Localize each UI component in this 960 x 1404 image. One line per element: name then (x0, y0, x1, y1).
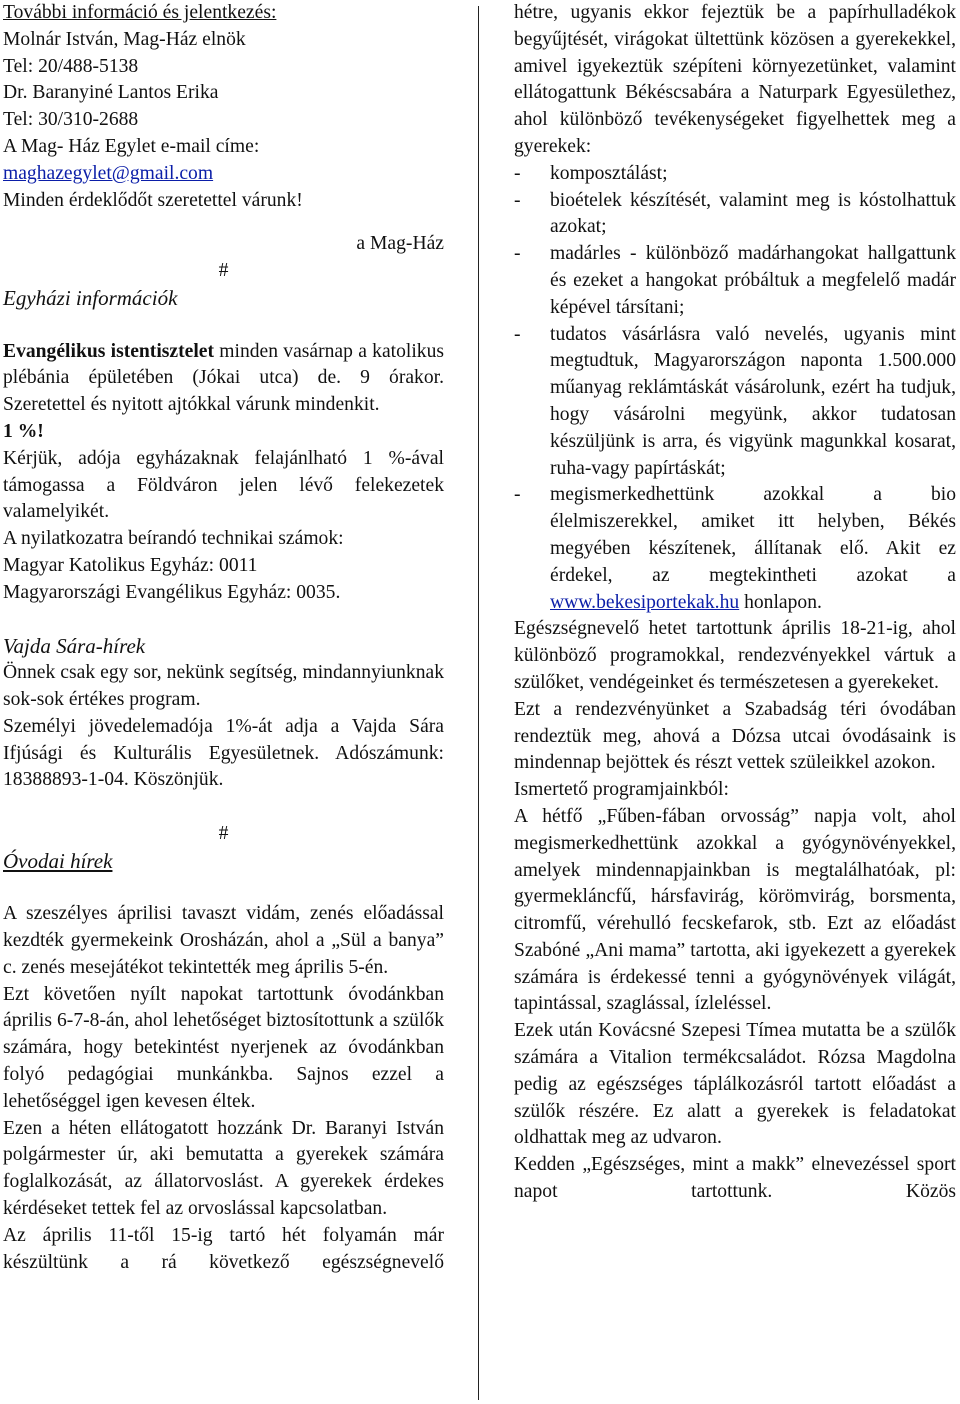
contact-heading: További információ és jelentkezés: (3, 2, 277, 23)
right-column (514, 0, 956, 1206)
percent-title: 1 %! (3, 420, 44, 442)
tax-line: Magyarországi Evangélikus Egyház: 0035. (3, 581, 341, 603)
percent-text: Kérjük, adója egyházaknak felajánlható 1 %-ával támogassa a Földváron jelen lévő felekezetek valamelyikét. (3, 447, 444, 523)
event-paragraph: Ezt a rendezvényünket a Szabadság téri óvodában rendeztük meg, ahová a Dózsa utcai óvodásaink is mindennap bejöttek és részt vettek szüleikkel azokon. (514, 698, 956, 774)
vajda-paragraph: Személyi jövedelemadója 1%-át adja a Vajda Sára Ifjúsági és Kulturális Egyesületnek. Adószámunk: 18388893-1-04. Köszönjük. (3, 715, 444, 791)
intro-paragraph: hétre, ugyanis ekkor fejeztük be a papírhulladékok begyűjtését, virágokat ültettünk közösen a gyerekekkel, amivel igyekeztük szépíteni környezetünket, valamint ellátogattunk Békéscsabára a Naturpark Egyesülethez, ahol különböző tevékenységeket figyelhettek meg a gyerekek: (514, 2, 956, 157)
kindergarten-paragraph: Az április 11-től 15-ig tartó hét folyamán már készültünk a rá következő egészségnevelő (3, 1224, 444, 1273)
column-divider (478, 6, 479, 1400)
vajda-paragraph: Önnek csak egy sor, nekünk segítség, mindannyiunknak sok-sok értékes program. (3, 662, 444, 710)
service-name: Evangélikus istentisztelet (3, 340, 214, 362)
portekak-link[interactable]: www.bekesiportekak.hu (550, 591, 740, 613)
vitalion-paragraph: Ezek után Kovácsné Szepesi Tímea mutatta be a szülők számára a Vitalion termékcsaládot. Rózsa Magdolna pedig az egészséges táplálkozásról tartott előadást a szülők részére. Ez alatt a gyerekek is feladatokat oldhattak meg az udvaron. (514, 1020, 956, 1149)
list-item: - megismerkedhettünk azokkal a bio élelmiszerekkel, amiket itt helyben, Békés megyében készítenek, állítanak elő. Akit ez érdekel, az megtekintheti azokat a www.bekesiportekak.hu honlapon. (514, 484, 956, 613)
tuesday-paragraph: Kedden „Egészséges, mint a makk” elnevezéssel sport napot tartottunk. Közös (514, 1154, 956, 1203)
section-separator: # (218, 260, 229, 282)
kindergarten-paragraph: Ezt követően nyílt napokat tartottunk óvodánkban április 6-7-8-án, ahol lehetőséget biztosítottunk a szülők számára, hogy betekintést nyerjenek az óvodánkban folyó pedagógiai munkánkba. Sajnos ezzel a lehetőséggel igen kevesen éltek. (3, 983, 444, 1112)
list-item: - madárles - különböző madárhangokat hallgattunk és ezeket a hangokat próbáltuk a megfelelő madár képével társítani; (514, 243, 956, 318)
contact-line: A Mag- Ház Egylet e-mail címe: (3, 135, 260, 157)
monday-paragraph: A hétfő „Fűben-fában orvosság” napja volt, ahol megismerkedhettünk azokkal a gyógynövényekkel, amelyek mindennapjainkban is megtalálhatóak, pl: gyermekláncfű, hársfavirág, körömvirág, borsmenta, citromfű, vérehulló fecskefarok, stb. Ezt az előadást Szabóné „Ani mama” tartotta, aki igyekezett a gyerekek számára is érdekessé tenni a gyógynövények világát, tapintással, szaglással, ízleléssel. (514, 805, 956, 1015)
signature: a Mag-Ház (356, 233, 444, 255)
church-service-text: Evangélikus istentisztelet minden vasárnap a katolikus plébánia épületében (Jókai utca) de. 9 órakor. Szeretettel és nyitott ajtókkal várunk mindenkit. (3, 340, 445, 416)
email-link[interactable]: maghazegylet@gmail.com (3, 162, 214, 184)
list-item: - komposztálást; (514, 162, 668, 184)
kindergarten-paragraph: A szeszélyes áprilisi tavaszt vidám, zenés előadással kezdték gyermekeink Orosházán, ahol a „Sül a banya” c. zenés mesejátékot tekintették meg április 5-én. (3, 903, 444, 978)
contact-line: Molnár István, Mag-Ház elnök (3, 28, 246, 50)
kindergarten-section-title: Óvodai hírek (3, 848, 113, 873)
vajda-section-title: Vajda Sára-hírek (3, 634, 146, 659)
programs-heading: Ismertető programjainkból: (514, 779, 729, 801)
list-item: - tudatos vásárlásra való nevelés, ugyanis mint megtudtuk, Magyarországon naponta 1.500.000 műanyag reklámtáskát vásárolunk, ezért ha tudjuk, hogy vásárolni megyünk, akkor tudatosan készüljünk is arra, és vigyünk magunkkal kosarat, ruha-vagy papírtáskát; (514, 323, 956, 479)
section-separator: # (218, 822, 229, 844)
kindergarten-paragraph: Ezen a héten ellátogatott hozzánk Dr. Baranyi István polgármester úr, aki bemutatta a gyerekek számára foglalkozását, az állatorvoslást. A gyerekek érdekes kérdéseket tettek fel az orvoslással kapcsolatban. (3, 1117, 444, 1220)
left-column (3, 0, 444, 1276)
list-item: - bioételek készítését, valamint meg is kóstolhattuk azokat; (514, 189, 956, 238)
contact-line: Tel: 30/310-2688 (3, 109, 139, 131)
welcome-text: Minden érdeklődőt szeretettel várunk! (3, 189, 303, 211)
church-section-title: Egyházi információk (3, 285, 178, 310)
contact-line: Dr. Baranyiné Lantos Erika (3, 82, 219, 104)
contact-line: Tel: 20/488-5138 (3, 55, 139, 77)
tax-line: A nyilatkozatra beírandó technikai számok: (3, 528, 344, 550)
health-week-paragraph: Egészségnevelő hetet tartottunk április 18-21-ig, ahol különböző programokkal, rendezvényekkel vártuk a szülőket, vendégeinket és természetesen a gyerekeket. (514, 618, 956, 693)
tax-line: Magyar Katolikus Egyház: 0011 (3, 554, 258, 576)
